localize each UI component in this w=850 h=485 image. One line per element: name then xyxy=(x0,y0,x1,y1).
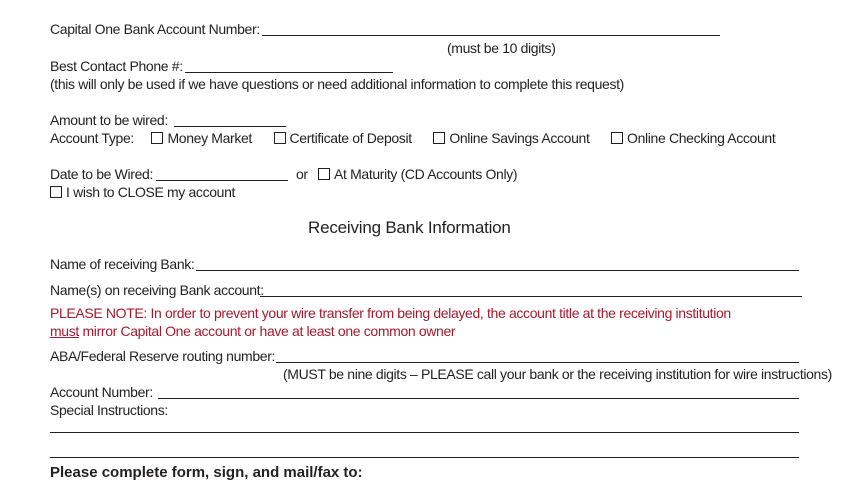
account-type-label: Account Type: xyxy=(50,130,134,146)
money-market-checkbox[interactable] xyxy=(151,132,163,144)
account-names-field[interactable] xyxy=(260,296,802,297)
account-type-row xyxy=(50,130,775,146)
certificate-of-deposit-checkbox[interactable] xyxy=(274,132,286,144)
online-savings-checkbox[interactable] xyxy=(433,132,445,144)
special-instructions-label: Special Instructions: xyxy=(50,402,168,418)
receiving-bank-title: Receiving Bank Information xyxy=(308,218,511,237)
at-maturity-option[interactable]: At Maturity (CD Accounts Only) xyxy=(318,166,517,182)
phone-field[interactable] xyxy=(185,72,393,73)
must-underlined: must xyxy=(50,323,79,339)
digits-note: (must be 10 digits) xyxy=(447,40,556,56)
account-names-label: Name(s) on receiving Bank account: xyxy=(50,282,264,298)
special-instructions-field-2[interactable] xyxy=(50,457,799,458)
phone-label: Best Contact Phone #: xyxy=(50,58,183,74)
close-account-checkbox[interactable] xyxy=(50,186,62,198)
option-online-checking[interactable]: Online Checking Account xyxy=(611,130,775,146)
receiving-bank-name-field[interactable] xyxy=(196,270,799,271)
capital-one-account-number-field[interactable] xyxy=(262,35,720,36)
aba-routing-label: ABA/Federal Reserve routing number: xyxy=(50,348,276,364)
amount-label: Amount to be wired: xyxy=(50,112,168,128)
amount-field[interactable] xyxy=(174,126,286,127)
option-online-savings[interactable]: Online Savings Account xyxy=(433,130,589,146)
date-label: Date to be Wired: xyxy=(50,166,153,182)
account-number-field[interactable] xyxy=(158,398,799,399)
capital-one-account-number-label: Capital One Bank Account Number: xyxy=(50,21,260,37)
please-note-line2: must mirror Capital One account or have at least one common owner xyxy=(50,323,456,339)
or-text: or xyxy=(296,166,308,182)
receiving-bank-name-label: Name of receiving Bank: xyxy=(50,256,195,272)
complete-form-text: Please complete form, sign, and mail/fax to: xyxy=(50,464,363,481)
account-number-label: Account Number: xyxy=(50,384,153,400)
at-maturity-checkbox[interactable] xyxy=(318,168,330,180)
online-checking-checkbox[interactable] xyxy=(611,132,623,144)
please-note-line1: PLEASE NOTE: In order to prevent your wire transfer from being delayed, the account title at the receiving institution xyxy=(50,305,731,321)
aba-routing-field[interactable] xyxy=(276,362,799,363)
aba-note: (MUST be nine digits – PLEASE call your bank or the receiving institution for wire instructions) xyxy=(283,366,832,382)
option-certificate-of-deposit[interactable]: Certificate of Deposit xyxy=(274,130,412,146)
phone-note: (this will only be used if we have questions or need additional information to complete this request) xyxy=(50,76,624,92)
option-money-market[interactable]: Money Market xyxy=(151,130,252,146)
close-account-option[interactable]: I wish to CLOSE my account xyxy=(50,184,235,200)
special-instructions-field-1[interactable] xyxy=(50,432,799,433)
date-field[interactable] xyxy=(156,180,288,181)
